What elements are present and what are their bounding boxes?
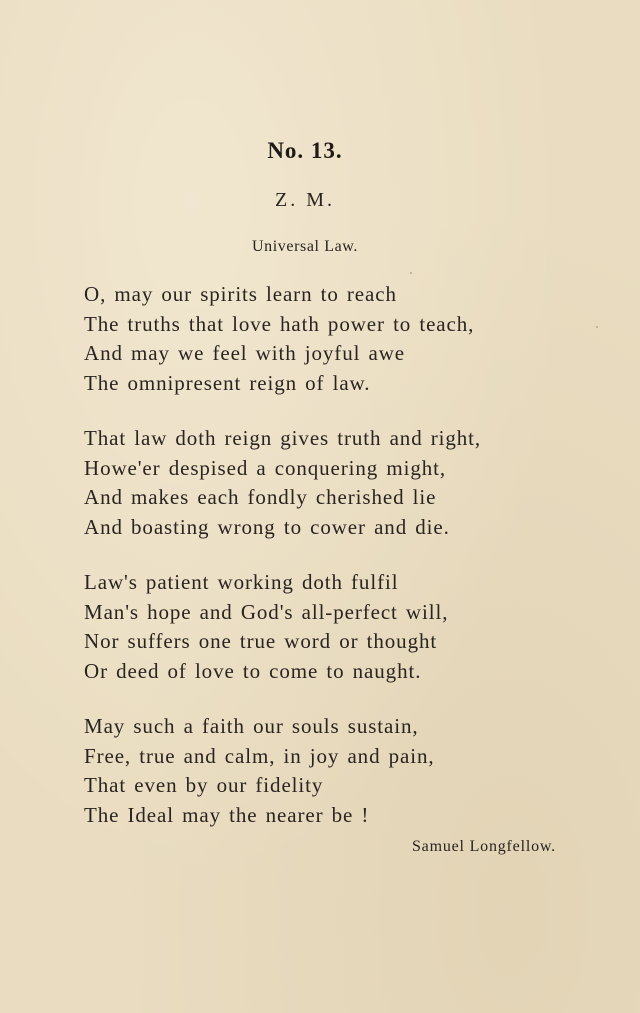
verse-line: And may we feel with joyful awe <box>84 341 405 365</box>
verse-line: Howe'er despised a conquering might, <box>84 455 447 480</box>
hymn-number: No. 13. <box>267 138 343 163</box>
stanza-3 <box>84 568 584 686</box>
paper-speck <box>318 580 320 582</box>
stanza-1 <box>84 280 584 398</box>
stanza-2 <box>84 424 584 542</box>
verse-line: The omnipresent reign of law. <box>84 370 371 395</box>
verse-line: O, may our spirits learn to reach <box>84 282 397 306</box>
author-attribution: Samuel Longfellow. <box>411 838 556 855</box>
verse-line: That even by our fidelity <box>84 773 324 797</box>
verse-line: May such a faith our souls sustain, <box>84 714 419 738</box>
verse-line: Nor suffers one true word or thought <box>84 629 438 653</box>
verse-line: Law's patient working doth fulfil <box>84 570 399 594</box>
verse-line: And makes each fondly cherished lie <box>84 485 437 509</box>
verse-line: Free, true and calm, in joy and pain, <box>84 743 435 768</box>
verse-line: Man's hope and God's all-perfect will, <box>84 599 449 624</box>
stanza-4 <box>84 712 584 830</box>
hymn-meter: Z. M. <box>275 189 335 211</box>
verse-line: And boasting wrong to cower and die. <box>84 514 450 539</box>
verse-line: The truths that love hath power to teach, <box>84 311 475 336</box>
verse-line: That law doth reign gives truth and right, <box>84 426 482 450</box>
verse-line: The Ideal may the nearer be ! <box>84 802 370 827</box>
verse-line: Or deed of love to come to naught. <box>84 658 422 683</box>
paper-speck <box>410 272 412 274</box>
hymn-title: Universal Law. <box>252 238 358 255</box>
hymn-body <box>84 280 584 856</box>
paper-speck <box>596 326 598 328</box>
